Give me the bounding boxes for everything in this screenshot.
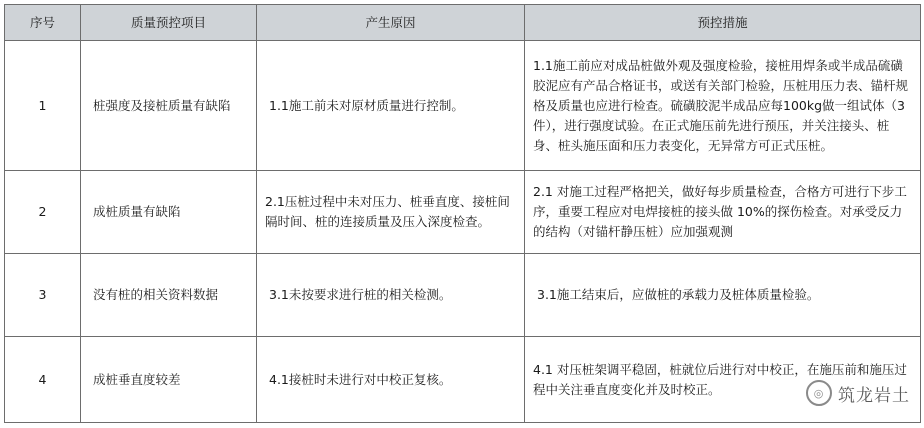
- row-cause: 4.1接桩时未进行对中校正复核。: [257, 337, 525, 423]
- table-row: [5, 337, 921, 423]
- row-cause: 1.1施工前未对原材质量进行控制。: [257, 41, 525, 171]
- row-measure: 1.1施工前应对成品桩做外观及强度检验，接桩用焊条或半成品硫磺胶泥应有产品合格证书，或送有关部门检验，压桩用压力表、锚杆规格及质量也应进行检查。硫磺胶泥半成品应每100kg做一组试体（3件），进行强度试验。在正式施压前先进行预压，并关注接头、桩身、桩头施压面和压力表变化，无异常方可正式压桩。: [525, 41, 921, 171]
- watermark-text: 筑龙岩土: [838, 385, 910, 406]
- header-cause: 产生原因: [257, 5, 525, 41]
- row-cause: 3.1未按要求进行桩的相关检测。: [257, 254, 525, 337]
- table-header-row: [5, 5, 921, 41]
- quality-control-table: [4, 4, 921, 423]
- row-item: 成桩垂直度较差: [81, 337, 257, 423]
- row-no: 1: [5, 41, 81, 171]
- row-measure: 4.1 对压桩架调平稳固，桩就位后进行对中校正，在施压前和施压过程中关注垂直度变化并及时校正。: [525, 337, 921, 423]
- row-measure: 2.1 对施工过程严格把关，做好每步质量检查，合格方可进行下步工序，重要工程应对电焊接桩的接头做 10%的探伤检查。对承受反力的结构（对锚杆静压桩）应加强观测: [525, 171, 921, 254]
- header-measure: 预控措施: [525, 5, 921, 41]
- header-no: 序号: [5, 5, 81, 41]
- table-row: [5, 171, 921, 254]
- row-no: 4: [5, 337, 81, 423]
- row-no: 2: [5, 171, 81, 254]
- row-no: 3: [5, 254, 81, 337]
- table-row: [5, 41, 921, 171]
- watermark: [806, 380, 910, 406]
- row-measure: 3.1施工结束后，应做桩的承载力及桩体质量检验。: [525, 254, 921, 337]
- row-cause: 2.1压桩过程中未对压力、桩垂直度、接桩间隔时间、桩的连接质量及压入深度检查。: [257, 171, 525, 254]
- row-item: 没有桩的相关资料数据: [81, 254, 257, 337]
- table-row: [5, 254, 921, 337]
- header-item: 质量预控项目: [81, 5, 257, 41]
- row-item: 成桩质量有缺陷: [81, 171, 257, 254]
- row-item: 桩强度及接桩质量有缺陷: [81, 41, 257, 171]
- watermark-logo-icon: ◎: [806, 380, 832, 406]
